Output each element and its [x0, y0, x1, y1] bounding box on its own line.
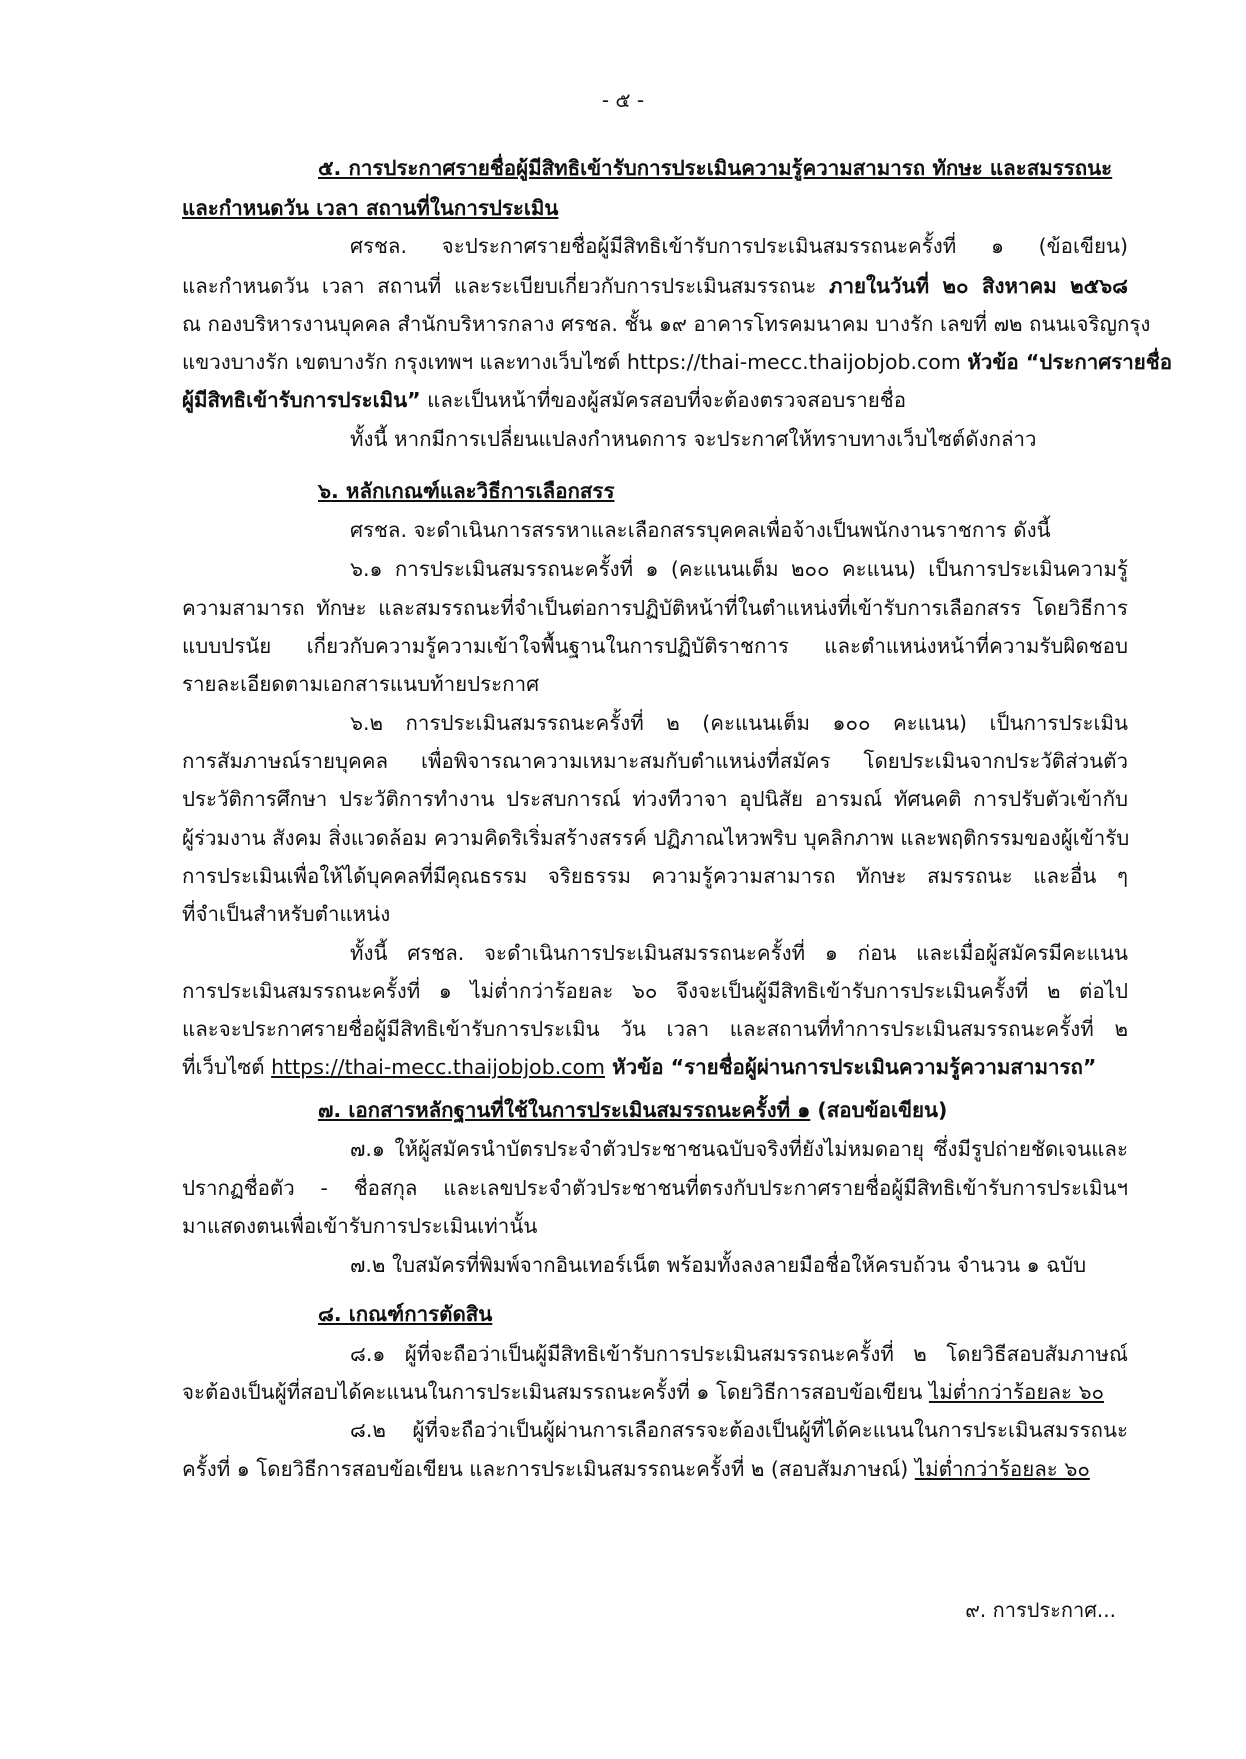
topic-text: ผู้มีสิทธิเข้ารับการประเมิน”: [182, 388, 421, 412]
section6-1-line2: ความสามารถ ทักษะ และสมรรถนะที่จำเป็นต่อการปฏิบัติหน้าที่ในตำแหน่งที่เข้ารับการเลือกสรร โดยวิธีการ: [182, 596, 1128, 620]
page-number: - ๕ -: [601, 88, 645, 112]
topic-text: หัวข้อ “ประกาศรายชื่อ: [967, 350, 1173, 374]
section5-paragraph1-line3: ณ กองบริหารงานบุคคล สำนักบริหารกลาง ศรชล. ชั้น ๑๙ อาคารโทรคมนาคม บางรัก เลขที่ ๗๒ ถนนเจริญกรุง: [182, 312, 1151, 336]
section7-1-line1: ๗.๑ ให้ผู้สมัครนำบัตรประจำตัวประชาชนฉบับจริงที่ยังไม่หมดอายุ ซึ่งมีรูปถ่ายชัดเจนและ: [350, 1137, 1128, 1161]
threshold-text: ไม่ต่ำกว่าร้อยละ ๖๐: [914, 1457, 1090, 1481]
section5-paragraph1-line1: ศรชล. จะประกาศรายชื่อผู้มีสิทธิเข้ารับการประเมินสมรรถนะครั้งที่ ๑ (ข้อเขียน): [350, 234, 1128, 258]
threshold-text: ไม่ต่ำกว่าร้อยละ ๖๐: [928, 1380, 1104, 1404]
text-segment: จะต้องเป็นผู้ที่สอบได้คะแนนในการประเมินสมรรถนะครั้งที่ ๑ โดยวิธีการสอบข้อเขียน: [182, 1380, 929, 1404]
section6-note-line1: ทั้งนี้ ศรชล. จะดำเนินการประเมินสมรรถนะครั้งที่ ๑ ก่อน และเมื่อผู้สมัครมีคะแนน: [350, 941, 1128, 965]
section6-1-line4: รายละเอียดตามเอกสารแนบท้ายประกาศ: [182, 672, 540, 696]
section6-2-line4: ผู้ร่วมงาน สังคม สิ่งแวดล้อม ความคิดริเริ่มสร้างสรรค์ ปฏิภาณไหวพริบ บุคลิกภาพ และพฤติกรรมของผู้เข้ารับ: [182, 826, 1130, 850]
section6-heading: ๖. หลักเกณฑ์และวิธีการเลือกสรร: [318, 479, 615, 503]
deadline-text: ภายในวันที่ ๒๐ สิงหาคม ๒๕๖๘: [829, 274, 1128, 298]
section6-1-line1: ๖.๑ การประเมินสมรรถนะครั้งที่ ๑ (คะแนนเต็ม ๒๐๐ คะแนน) เป็นการประเมินความรู้: [350, 557, 1128, 581]
text-segment: แขวงบางรัก เขตบางรัก กรุงเทพฯ และทางเว็บไซต์ https://thai-mecc.thaijobjob.com: [182, 350, 968, 374]
section5-paragraph1-line5: [182, 382, 1128, 420]
section7-2: ๗.๒ ใบสมัครที่พิมพ์จากอินเทอร์เน็ต พร้อมทั้งลงลายมือชื่อให้ครบถ้วน จำนวน ๑ ฉบับ: [350, 1253, 1087, 1277]
website-link[interactable]: https://thai-mecc.thaijobjob.com: [271, 1055, 606, 1079]
text-segment: และกำหนดวัน เวลา สถานที่ และระเบียบเกี่ยวกับการประเมินสมรรถนะ: [182, 274, 829, 298]
section6-2-line3: ประวัติการศึกษา ประวัติการทำงาน ประสบการณ์ ท่วงทีวาจา อุปนิสัย อารมณ์ ทัศนคติ การปรับตัวเข้ากับ: [182, 787, 1128, 811]
section6-2-line6: ที่จำเป็นสำหรับตำแหน่ง: [182, 902, 391, 926]
section7-heading-title: ๗. เอกสารหลักฐานที่ใช้ในการประเมินสมรรถนะครั้งที่ ๑: [318, 1098, 811, 1122]
text-segment: และเป็นหน้าที่ของผู้สมัครสอบที่จะต้องตรวจสอบรายชื่อ: [420, 388, 907, 412]
section7-1-line2: ปรากฏชื่อตัว - ชื่อสกุล และเลขประจำตัวประชาชนที่ตรงกับประกาศรายชื่อผู้มีสิทธิเข้ารับการประเมินฯ: [182, 1176, 1128, 1200]
section5-paragraph2: ทั้งนี้ หากมีการเปลี่ยนแปลงกำหนดการ จะประกาศให้ทราบทางเว็บไซต์ดังกล่าว: [350, 427, 1037, 451]
text-segment: ครั้งที่ ๑ โดยวิธีการสอบข้อเขียน และการประเมินสมรรถนะครั้งที่ ๒ (สอบสัมภาษณ์): [182, 1457, 915, 1481]
section8-1-line2: [182, 1374, 1128, 1412]
text-segment: ที่เว็บไซต์: [182, 1055, 272, 1079]
section7-heading-suffix: (สอบข้อเขียน): [810, 1098, 948, 1122]
section6-2-line5: การประเมินเพื่อให้ได้บุคคลที่มีคุณธรรม จริยธรรม ความรู้ความสามารถ ทักษะ สมรรถนะ และอื่น ๆ: [182, 864, 1128, 888]
topic-text: หัวข้อ “รายชื่อผู้ผ่านการประเมินความรู้ความสามารถ”: [605, 1055, 1097, 1079]
section7-1-line3: มาแสดงตนเพื่อเข้ารับการประเมินเท่านั้น: [182, 1214, 538, 1238]
section6-2-line2: การสัมภาษณ์รายบุคคล เพื่อพิจารณาความเหมาะสมกับตำแหน่งที่สมัคร โดยประเมินจากประวัติส่วนตัว: [182, 749, 1128, 773]
section6-2-line1: ๖.๒ การประเมินสมรรถนะครั้งที่ ๒ (คะแนนเต็ม ๑๐๐ คะแนน) เป็นการประเมิน: [350, 711, 1128, 735]
section8-2-line1: ๘.๒ ผู้ที่จะถือว่าเป็นผู้ผ่านการเลือกสรรจะต้องเป็นผู้ที่ได้คะแนนในการประเมินสมรรถนะ: [350, 1418, 1128, 1442]
section7-heading: [318, 1092, 1128, 1130]
section5-paragraph1-line2: [182, 268, 1128, 306]
section8-heading: ๘. เกณฑ์การตัดสิน: [318, 1302, 493, 1326]
section5-paragraph1-line4: [182, 344, 1173, 382]
section5-heading-line1: ๕. การประกาศรายชื่อผู้มีสิทธิเข้ารับการประเมินความรู้ความสามารถ ทักษะ และสมรรถนะ: [318, 156, 1113, 180]
footer-continuation: ๙. การประกาศ...: [965, 1598, 1116, 1622]
section6-1-line3: แบบปรนัย เกี่ยวกับความรู้ความเข้าใจพื้นฐานในการปฏิบัติราชการ และตำแหน่งหน้าที่ความรับผิดชอบ: [182, 634, 1128, 658]
section6-note-line4: [182, 1049, 1128, 1087]
section8-1-line1: ๘.๑ ผู้ที่จะถือว่าเป็นผู้มีสิทธิเข้ารับการประเมินสมรรถนะครั้งที่ ๒ โดยวิธีสอบสัมภาษณ์: [350, 1342, 1128, 1366]
section8-2-line2: [182, 1451, 1128, 1489]
section5-heading-line2: และกำหนดวัน เวลา สถานที่ในการประเมิน: [182, 196, 559, 220]
section6-intro: ศรชล. จะดำเนินการสรรหาและเลือกสรรบุคคลเพื่อจ้างเป็นพนักงานราชการ ดังนี้: [350, 518, 1051, 542]
section6-note-line3: และจะประกาศรายชื่อผู้มีสิทธิเข้ารับการประเมิน วัน เวลา และสถานที่ทำการประเมินสมรรถนะครั้งที่ ๒: [182, 1017, 1128, 1041]
section6-note-line2: การประเมินสมรรถนะครั้งที่ ๑ ไม่ต่ำกว่าร้อยละ ๖๐ จึงจะเป็นผู้มีสิทธิเข้ารับการประเมินครั้งที่ ๒ ต่อไป: [182, 979, 1128, 1003]
